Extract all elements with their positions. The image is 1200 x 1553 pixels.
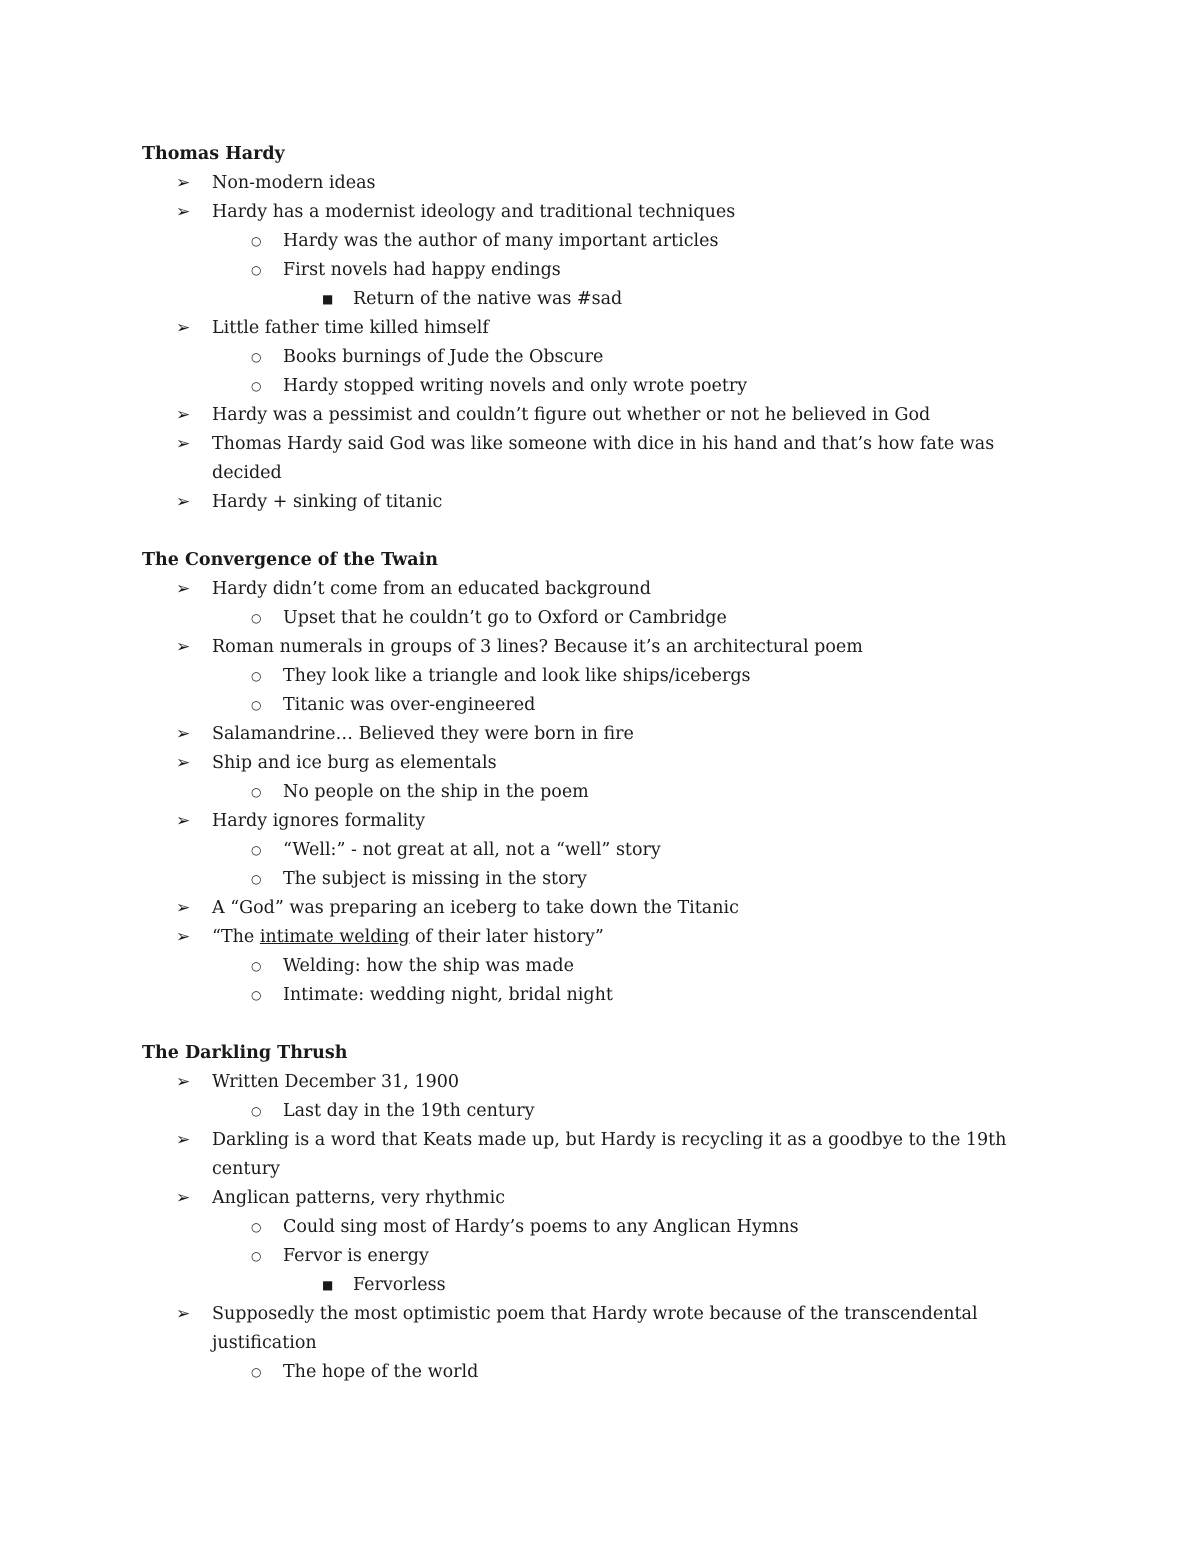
circle-bullet-icon: ○ [251,611,262,625]
circle-bullet-icon: ○ [251,669,262,683]
circle-bullet-icon: ○ [251,843,262,857]
circle-bullet-icon: ○ [251,263,262,277]
list-item [142,1213,1042,1242]
list-item-text: The hope of the world [283,1362,479,1382]
list-item-text: Little father time killed himself [212,318,489,338]
list-item [142,169,1042,198]
circle-bullet-icon: ○ [251,785,262,799]
list-item-text: Ship and ice burg as elementals [212,753,497,773]
arrowhead-bullet-icon: ➢ [176,811,191,831]
bullet-list [142,169,1042,517]
list-item-text: Could sing most of Hardy’s poems to any Anglican Hymns [283,1217,799,1237]
circle-bullet-icon: ○ [251,959,262,973]
circle-bullet-icon: ○ [251,698,262,712]
list-item [142,1271,1042,1300]
list-item [142,401,1042,430]
circle-bullet-icon: ○ [251,350,262,364]
list-item [142,981,1042,1010]
list-item-text: Anglican patterns, very rhythmic [212,1188,506,1208]
list-item-text: Last day in the 19th century [283,1101,535,1121]
list-item [142,836,1042,865]
circle-bullet-icon: ○ [251,1249,262,1263]
list-item-text: First novels had happy endings [283,260,561,280]
list-item [142,749,1042,778]
list-item-text [212,923,1042,952]
list-item-text: Books burnings of Jude the Obscure [283,347,604,367]
circle-bullet-icon: ○ [251,234,262,248]
note-section [142,1039,1042,1387]
list-item-text: Welding: how the ship was made [283,956,574,976]
arrowhead-bullet-icon: ➢ [176,1304,191,1324]
arrowhead-bullet-icon: ➢ [176,492,191,512]
text-segment: of their later history” [409,927,604,947]
list-item [142,430,1042,488]
list-item-text: Written December 31, 1900 [212,1072,459,1092]
list-item [142,227,1042,256]
arrowhead-bullet-icon: ➢ [176,1072,191,1092]
list-item [142,488,1042,517]
note-section [142,140,1042,517]
section-heading: The Convergence of the Twain [142,550,438,570]
list-item [142,1300,1042,1358]
circle-bullet-icon: ○ [251,988,262,1002]
list-item [142,198,1042,227]
circle-bullet-icon: ○ [251,872,262,886]
list-item [142,1242,1042,1271]
list-item-text: A “God” was preparing an iceberg to take down the Titanic [212,898,739,918]
arrowhead-bullet-icon: ➢ [176,1188,191,1208]
document-page [142,140,1042,1387]
list-item [142,952,1042,981]
list-item-text: Return of the native was #sad [353,289,623,309]
list-item [142,256,1042,285]
list-item-text: No people on the ship in the poem [283,782,589,802]
list-item [142,807,1042,836]
circle-bullet-icon: ○ [251,1365,262,1379]
list-item [142,662,1042,691]
list-item [142,343,1042,372]
list-item-text: Thomas Hardy said God was like someone with dice in his hand and that’s how fate was decided [212,434,1000,483]
list-item-text: They look like a triangle and look like ships/icebergs [283,666,751,686]
list-item-text: Upset that he couldn’t go to Oxford or Cambridge [283,608,727,628]
square-bullet-icon: ■ [322,292,334,306]
list-item-text: Hardy was the author of many important articles [283,231,719,251]
arrowhead-bullet-icon: ➢ [176,202,191,222]
list-item-text: Hardy was a pessimist and couldn’t figure out whether or not he believed in God [212,405,931,425]
list-item [142,778,1042,807]
underlined-phrase: intimate welding [259,927,410,947]
circle-bullet-icon: ○ [251,1104,262,1118]
list-item-text: Non-modern ideas [212,173,376,193]
arrowhead-bullet-icon: ➢ [176,637,191,657]
circle-bullet-icon: ○ [251,379,262,393]
list-item [142,894,1042,923]
list-item [142,923,1042,952]
list-item [142,1358,1042,1387]
list-item [142,1126,1042,1184]
note-section [142,546,1042,1010]
arrowhead-bullet-icon: ➢ [176,753,191,773]
arrowhead-bullet-icon: ➢ [176,898,191,918]
list-item-text: Fervorless [353,1275,446,1295]
list-item-text: “Well:” - not great at all, not a “well” story [283,840,661,860]
list-item-text: Roman numerals in groups of 3 lines? Because it’s an architectural poem [212,637,863,657]
list-item [142,633,1042,662]
arrowhead-bullet-icon: ➢ [176,724,191,744]
list-item [142,1068,1042,1097]
list-item [142,285,1042,314]
list-item-text: Fervor is energy [283,1246,429,1266]
arrowhead-bullet-icon: ➢ [176,173,191,193]
list-item-text: Titanic was over-engineered [283,695,536,715]
bullet-list [142,1068,1042,1387]
list-item [142,575,1042,604]
list-item-text: Hardy ignores formality [212,811,426,831]
list-item-text: Darkling is a word that Keats made up, but Hardy is recycling it as a goodbye to the 19th century [212,1130,1013,1179]
list-item [142,604,1042,633]
square-bullet-icon: ■ [322,1278,334,1292]
list-item [142,1097,1042,1126]
list-item-text: Intimate: wedding night, bridal night [283,985,613,1005]
arrowhead-bullet-icon: ➢ [176,579,191,599]
arrowhead-bullet-icon: ➢ [176,434,191,454]
bullet-list [142,575,1042,1010]
list-item-text: Hardy + sinking of titanic [212,492,443,512]
arrowhead-bullet-icon: ➢ [176,1130,191,1150]
text-segment: “The [212,927,260,947]
arrowhead-bullet-icon: ➢ [176,927,191,947]
section-heading: Thomas Hardy [142,144,285,164]
list-item-text: Supposedly the most optimistic poem that Hardy wrote because of the transcendental justification [212,1304,984,1353]
list-item [142,1184,1042,1213]
list-item-text: Hardy has a modernist ideology and traditional techniques [212,202,736,222]
list-item-text: Hardy stopped writing novels and only wrote poetry [283,376,748,396]
list-item-text: The subject is missing in the story [283,869,587,889]
list-item [142,372,1042,401]
list-item [142,720,1042,749]
list-item [142,691,1042,720]
section-heading: The Darkling Thrush [142,1043,348,1063]
list-item [142,314,1042,343]
arrowhead-bullet-icon: ➢ [176,318,191,338]
list-item-text: Hardy didn’t come from an educated background [212,579,651,599]
arrowhead-bullet-icon: ➢ [176,405,191,425]
circle-bullet-icon: ○ [251,1220,262,1234]
list-item [142,865,1042,894]
list-item-text: Salamandrine… Believed they were born in fire [212,724,634,744]
